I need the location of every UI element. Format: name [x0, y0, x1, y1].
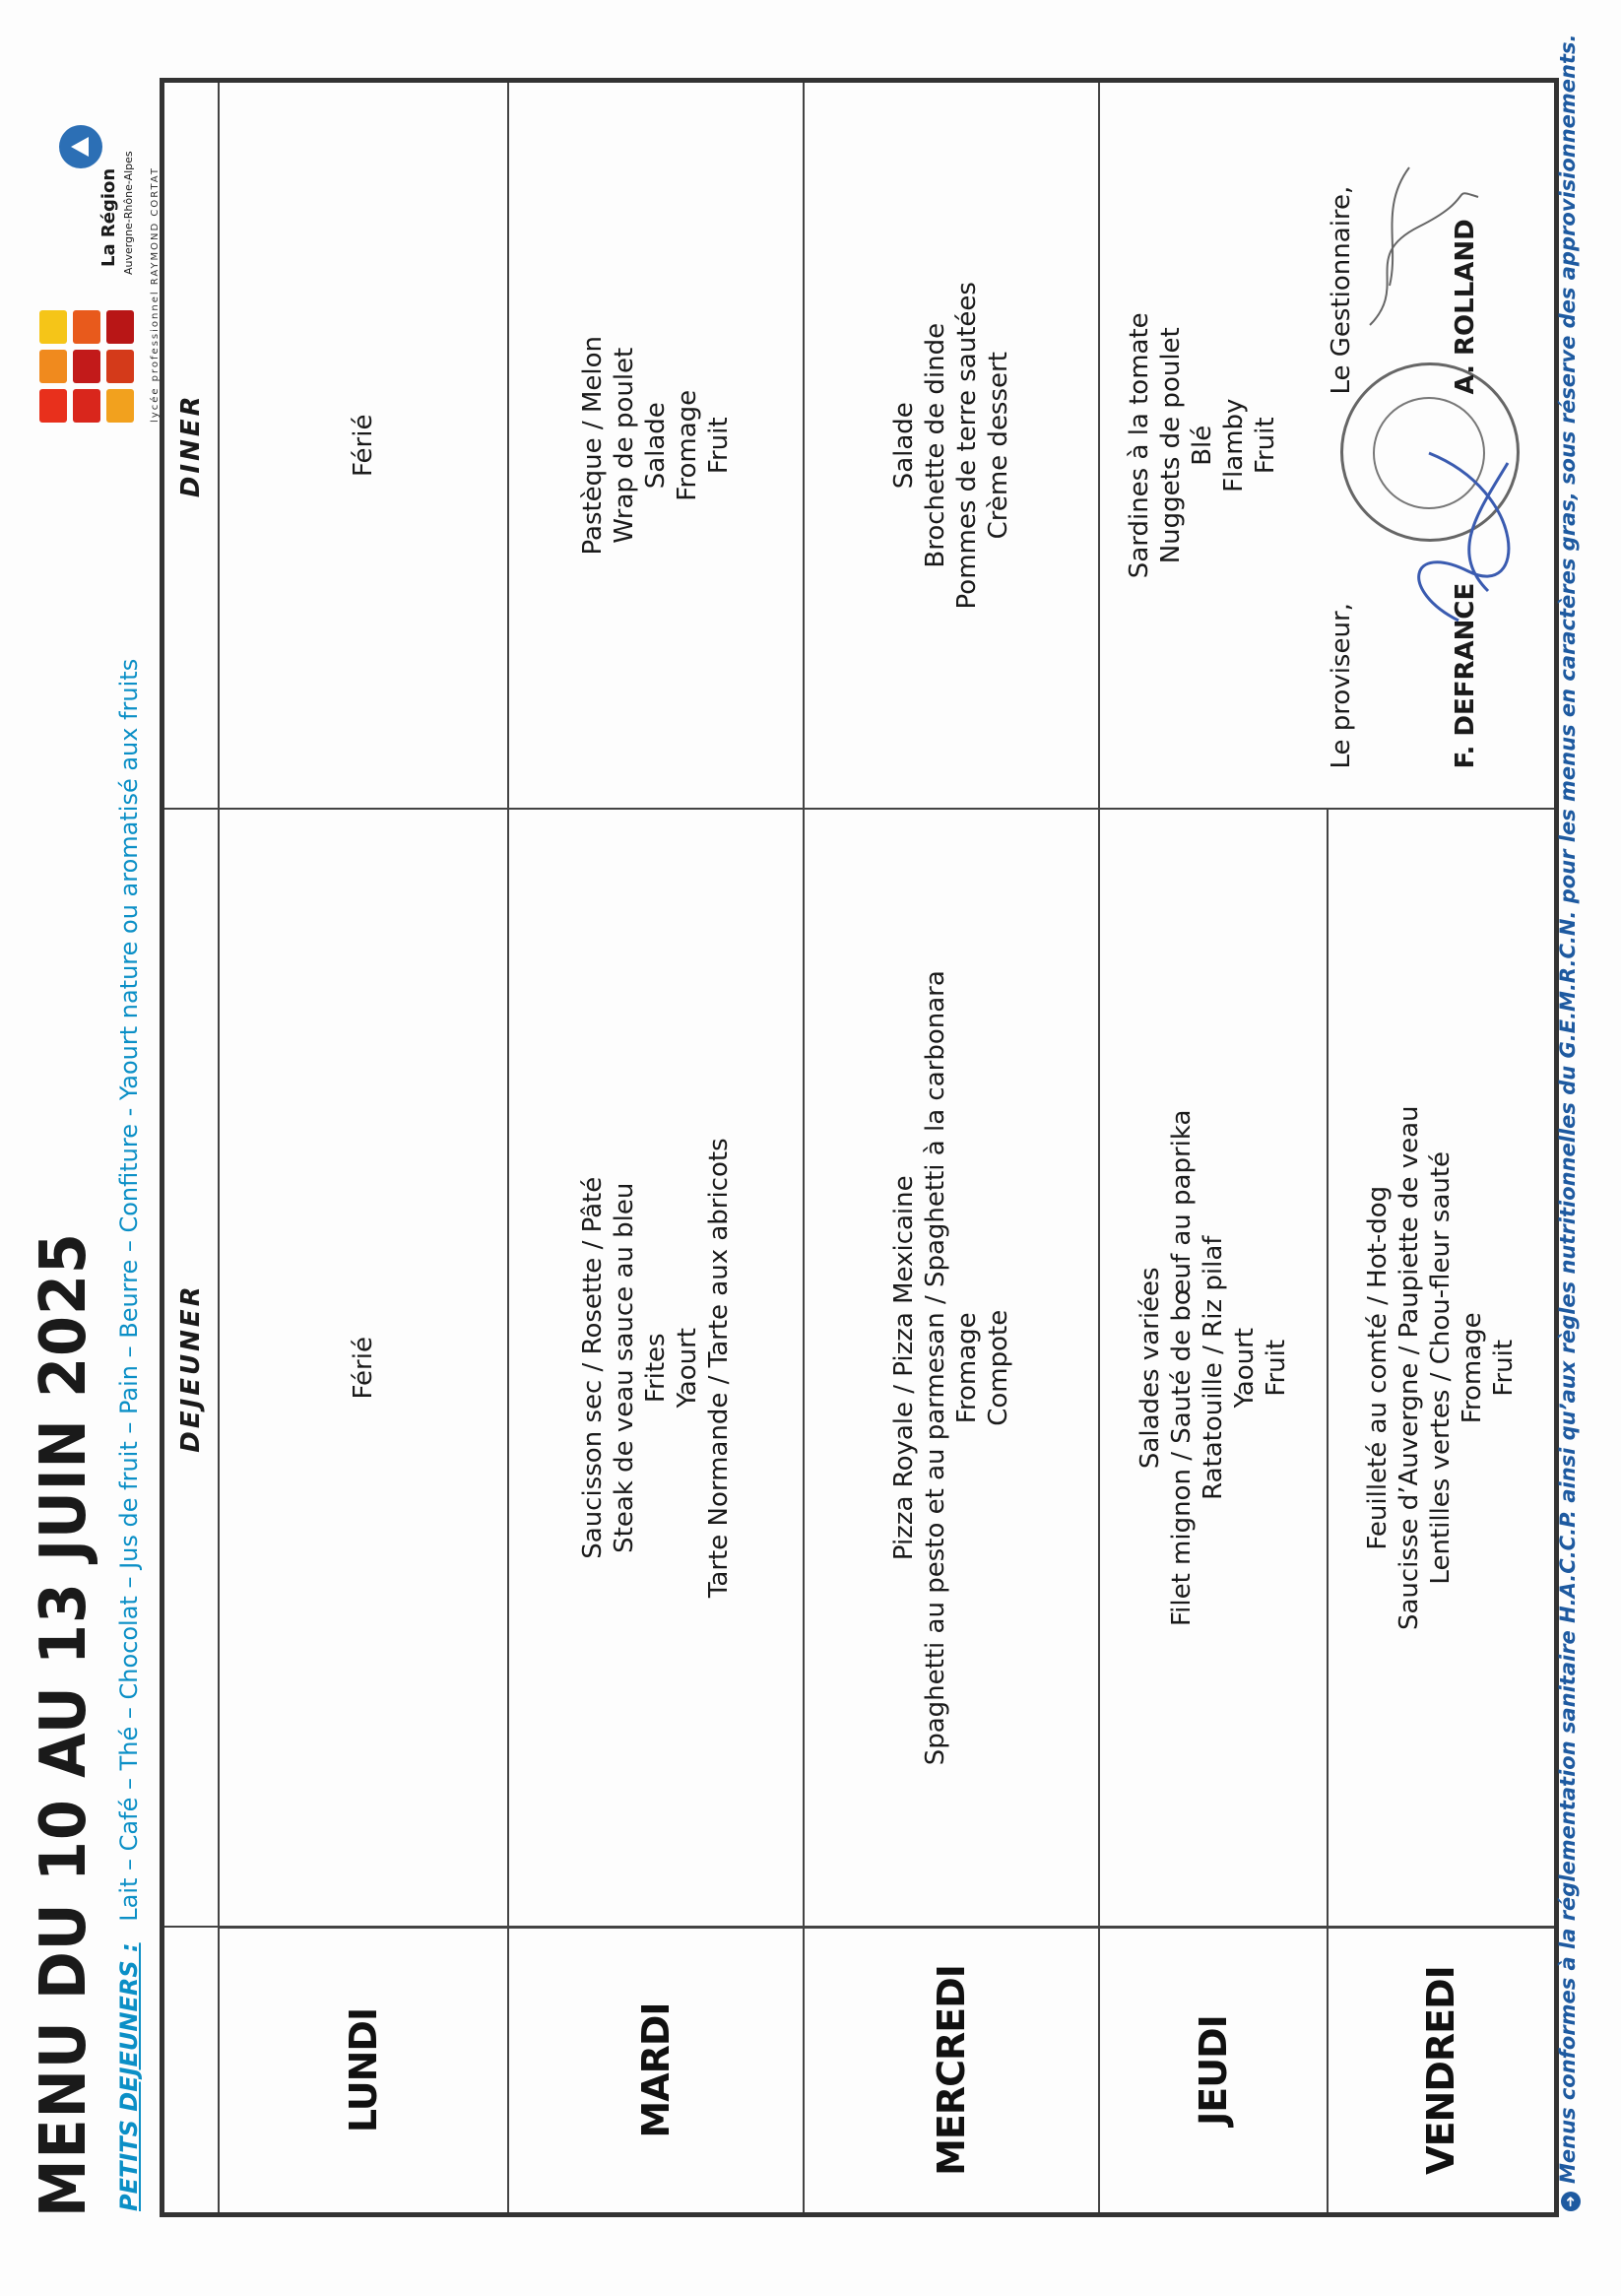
- region-subtitle: Auvergne-Rhône-Alpes: [122, 151, 135, 275]
- menu-item: Compote: [984, 1309, 1013, 1426]
- lunch-cell: [1328, 810, 1556, 1928]
- menu-item: Crème dessert: [984, 352, 1013, 540]
- day-name: VENDREDI: [1328, 1928, 1556, 2215]
- header-dinner: DINER: [162, 81, 220, 810]
- breakfast-items: Lait – Café – Thé – Chocolat – Jus de fruit – Pain – Beurre – Confiture - Yaourt nature ou aromatisé aux fruits: [115, 658, 143, 1922]
- menu-item: Tarte Normande / Tarte aux abricots: [704, 1138, 734, 1599]
- logo-square: [106, 310, 134, 344]
- menu-item: Fromage: [673, 389, 702, 501]
- menu-item: Fruit: [1251, 417, 1280, 475]
- logo-square: [106, 350, 134, 383]
- header-row: [162, 81, 220, 2215]
- day-name: MERCREDI: [804, 1928, 1099, 2215]
- menu-item: Salade: [889, 402, 919, 490]
- menu-item: Férié: [349, 414, 378, 477]
- menu-item: Yaourt: [673, 1328, 702, 1409]
- menu-item: Salades variées: [1135, 1267, 1165, 1470]
- logo-square: [39, 350, 67, 383]
- menu-item: Nuggets de poulet: [1156, 327, 1186, 564]
- menu-item: Wrap de poulet: [610, 347, 639, 544]
- gestionnaire-name: A. ROLLAND: [1451, 219, 1480, 395]
- menu-item: Saucisse d’Auvergne / Paupiette de veau: [1394, 1105, 1425, 1631]
- menu-item: Sardines à la tomate: [1125, 312, 1154, 579]
- logo-square: [106, 389, 134, 423]
- day-row: [508, 81, 804, 2215]
- region-logo-icon: [59, 125, 102, 168]
- menu-table: [160, 78, 1559, 2217]
- region-name: La Région: [98, 167, 119, 267]
- lunch-cell: [219, 810, 508, 1928]
- footer-note: [1556, 33, 1581, 2211]
- proviseur-signature-icon: [1390, 434, 1537, 631]
- menu-item: Flamby: [1219, 398, 1249, 492]
- menu-item: Fruit: [1262, 1339, 1291, 1397]
- dinner-cell: [1099, 81, 1556, 810]
- day-row: [804, 81, 1099, 2215]
- signature-block: [1281, 83, 1537, 809]
- proviseur-title: Le proviseur,: [1327, 603, 1356, 769]
- menu-item: Lentilles vertes / Chou-fleur sauté: [1426, 1150, 1457, 1585]
- menu-item: Yaourt: [1230, 1328, 1260, 1409]
- day-name: LUNDI: [219, 1928, 508, 2215]
- menu-item: Pommes de terre sautées: [952, 282, 982, 610]
- dinner-cell: [219, 81, 508, 810]
- gestionnaire-signature-icon: [1350, 149, 1488, 346]
- lunch-cell: [508, 810, 804, 1928]
- lycee-logo-icon: [39, 306, 142, 423]
- menu-item: Steak de veau sauce au bleu: [610, 1182, 639, 1553]
- logo-square: [73, 350, 100, 383]
- footer-text: Menus conformes à la réglementation sanitaire H.A.C.C.P. ainsi qu’aux règles nutritionnelles du G.E.M.R.C.N. pour les menus en caractères gras, sous réserve des approvisionnements.: [1556, 33, 1580, 2184]
- menu-item: Spaghetti au pesto et au parmesan / Spaghetti à la carbonara: [921, 970, 950, 1766]
- header-lunch: DEJEUNER: [162, 810, 220, 1928]
- logo-square: [73, 310, 100, 344]
- proviseur-name: F. DEFRANCE: [1451, 582, 1480, 769]
- brand-logos: [39, 9, 161, 423]
- menu-item: Férié: [349, 1337, 378, 1400]
- day-row: [1099, 81, 1328, 2215]
- menu-item: Brochette de dinde: [921, 322, 950, 568]
- menu-item: Fromage: [952, 1312, 982, 1424]
- day-name: JEUDI: [1099, 1928, 1328, 2215]
- menu-item: Fromage: [1458, 1312, 1488, 1424]
- menu-item: Pizza Royale / Pizza Mexicaine: [889, 1175, 919, 1561]
- page-title: MENU DU 10 AU 13 JUIN 2025: [28, 1232, 100, 2217]
- breakfast-label: PETITS DEJEUNERS :: [115, 1942, 143, 2211]
- menu-item: Fruit: [704, 417, 734, 475]
- lycee-name: lycée professionnel RAYMOND CORTAT: [150, 166, 161, 423]
- menu-item: Filet mignon / Sauté de bœuf au paprika: [1167, 1109, 1197, 1626]
- day-name: MARDI: [508, 1928, 804, 2215]
- arrow-icon: ➜: [1561, 2192, 1581, 2211]
- menu-item: Fruit: [1489, 1339, 1520, 1397]
- menu-item: Salade: [641, 402, 671, 490]
- logo-square: [39, 310, 67, 344]
- logo-square: [73, 389, 100, 423]
- breakfast-line: [115, 659, 143, 2211]
- header-blank: [162, 1928, 220, 2215]
- dinner-cell: [508, 81, 804, 810]
- dinner-cell: [804, 81, 1099, 810]
- menu-item: Ratatouille / Riz pilaf: [1199, 1235, 1228, 1500]
- lunch-cell: [804, 810, 1099, 1928]
- lunch-cell: [1099, 810, 1328, 1928]
- menu-item: Saucisson sec / Rosette / Pâté: [578, 1176, 608, 1559]
- menu-item: Pastèque / Melon: [578, 336, 608, 556]
- day-row: [219, 81, 508, 2215]
- logo-square: [39, 389, 67, 423]
- menu-item: Frites: [641, 1333, 671, 1404]
- menu-item: Feuilleté au comté / Hot-dog: [1363, 1185, 1394, 1550]
- menu-item: Blé: [1188, 425, 1217, 466]
- gestionnaire-title: Le Gestionnaire,: [1327, 185, 1356, 395]
